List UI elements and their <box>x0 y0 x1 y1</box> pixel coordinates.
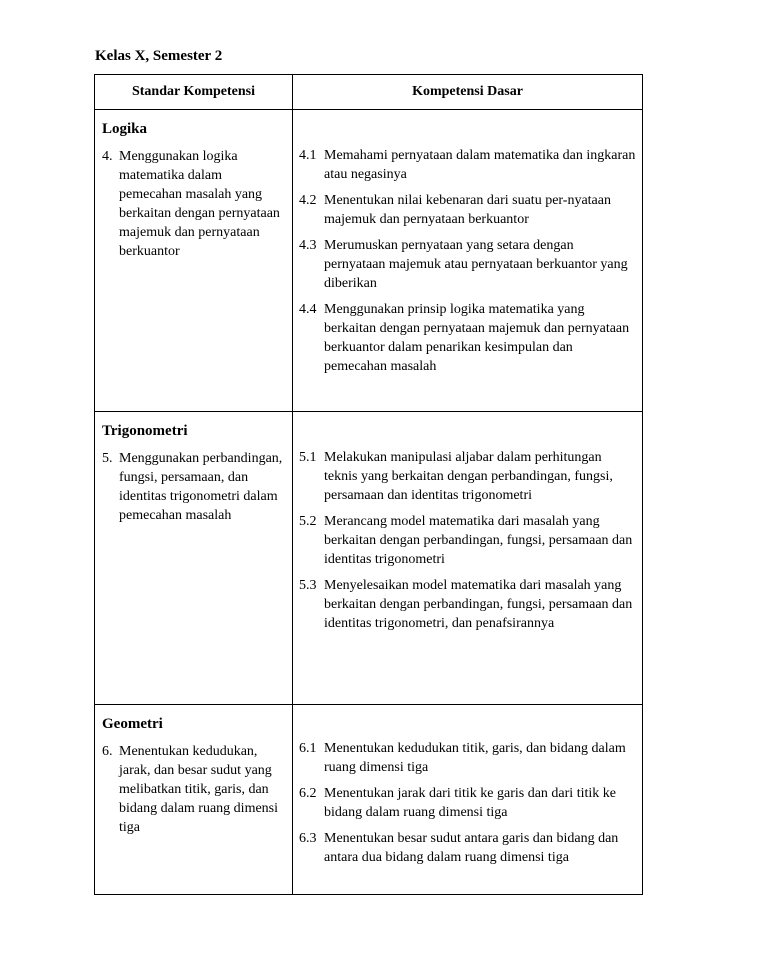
kd-number: 5.1 <box>299 450 317 465</box>
kd-text: Menyelesaikan model matematika dari masalah yang berkaitan dengan perbandingan, fungsi, persamaan dan identitas trigonometri, dan penafsirannya <box>324 578 633 631</box>
sk-text: Menentukan kedudukan, jarak, dan besar sudut yang melibatkan titik, garis, dan bidang dalam ruang dimensi tiga <box>119 744 279 835</box>
standar-kompetensi-item <box>102 449 284 525</box>
standar-kompetensi-cell <box>95 412 293 705</box>
kd-text: Merumuskan pernyataan yang setara dengan pernyataan majemuk atau pernyataan berkuantor yang diberikan <box>324 238 628 291</box>
table-row <box>95 705 643 895</box>
kompetensi-dasar-item <box>299 512 636 569</box>
kd-number: 5.2 <box>299 514 317 529</box>
kd-number: 4.2 <box>299 193 317 208</box>
kompetensi-dasar-item <box>299 448 636 505</box>
document-title: Kelas X, Semester 2 <box>95 48 223 64</box>
table-header-row <box>95 75 643 110</box>
sk-text: Menggunakan perbandingan, fungsi, persamaan, dan identitas trigonometri dalam pemecahan masalah <box>119 451 283 523</box>
topic-heading: Logika <box>102 121 148 137</box>
sk-number: 4. <box>102 149 113 164</box>
kompetensi-dasar-item <box>299 236 636 293</box>
table-row <box>95 412 643 705</box>
table-row <box>95 110 643 412</box>
kompetensi-dasar-item <box>299 146 636 184</box>
kompetensi-dasar-item <box>299 739 636 777</box>
sk-number: 6. <box>102 744 113 759</box>
kompetensi-dasar-item <box>299 300 636 376</box>
kd-text: Menentukan nilai kebenaran dari suatu per-nyataan majemuk dan pernyataan berkuantor <box>324 193 611 227</box>
kd-number: 5.3 <box>299 578 317 593</box>
kd-number: 6.3 <box>299 831 317 846</box>
kd-text: Menentukan besar sudut antara garis dan bidang dan antara dua bidang dalam ruang dimensi tiga <box>324 831 619 865</box>
kd-number: 6.2 <box>299 786 317 801</box>
header-kompetensi-dasar: Kompetensi Dasar <box>293 75 643 110</box>
topic-heading: Geometri <box>102 716 163 732</box>
kd-number: 4.1 <box>299 148 317 163</box>
standar-kompetensi-item <box>102 147 284 261</box>
kompetensi-dasar-cell <box>293 412 643 705</box>
kompetensi-dasar-item <box>299 829 636 867</box>
standar-kompetensi-cell <box>95 110 293 412</box>
kd-number: 4.3 <box>299 238 317 253</box>
kompetensi-dasar-item <box>299 191 636 229</box>
competency-table <box>94 74 643 895</box>
kompetensi-dasar-cell <box>293 110 643 412</box>
kd-text: Merancang model matematika dari masalah yang berkaitan dengan perbandingan, fungsi, persamaan dan identitas trigonometri <box>324 514 633 567</box>
topic-heading: Trigonometri <box>102 423 188 439</box>
header-standar-kompetensi: Standar Kompetensi <box>95 75 293 110</box>
standar-kompetensi-cell <box>95 705 293 895</box>
kd-text: Menentukan kedudukan titik, garis, dan bidang dalam ruang dimensi tiga <box>324 741 626 775</box>
kd-number: 4.4 <box>299 302 317 317</box>
kd-text: Memahami pernyataan dalam matematika dan ingkaran atau negasinya <box>324 148 636 182</box>
kd-text: Menentukan jarak dari titik ke garis dan dari titik ke bidang dalam ruang dimensi tiga <box>324 786 616 820</box>
kompetensi-dasar-item <box>299 576 636 633</box>
kompetensi-dasar-item <box>299 784 636 822</box>
sk-number: 5. <box>102 451 113 466</box>
kd-text: Melakukan manipulasi aljabar dalam perhitungan teknis yang berkaitan dengan perbandingan, fungsi, persamaan dan identitas trigonometri <box>324 450 613 503</box>
kd-text: Menggunakan prinsip logika matematika yang berkaitan dengan pernyataan majemuk dan pernyataan berkuantor dalam penarikan kesimpulan dan pemecahan masalah <box>324 302 630 374</box>
kompetensi-dasar-cell <box>293 705 643 895</box>
kd-number: 6.1 <box>299 741 317 756</box>
standar-kompetensi-item <box>102 742 284 837</box>
sk-text: Menggunakan logika matematika dalam pemecahan masalah yang berkaitan dengan pernyataan majemuk dan pernyataan berkuantor <box>119 149 280 259</box>
